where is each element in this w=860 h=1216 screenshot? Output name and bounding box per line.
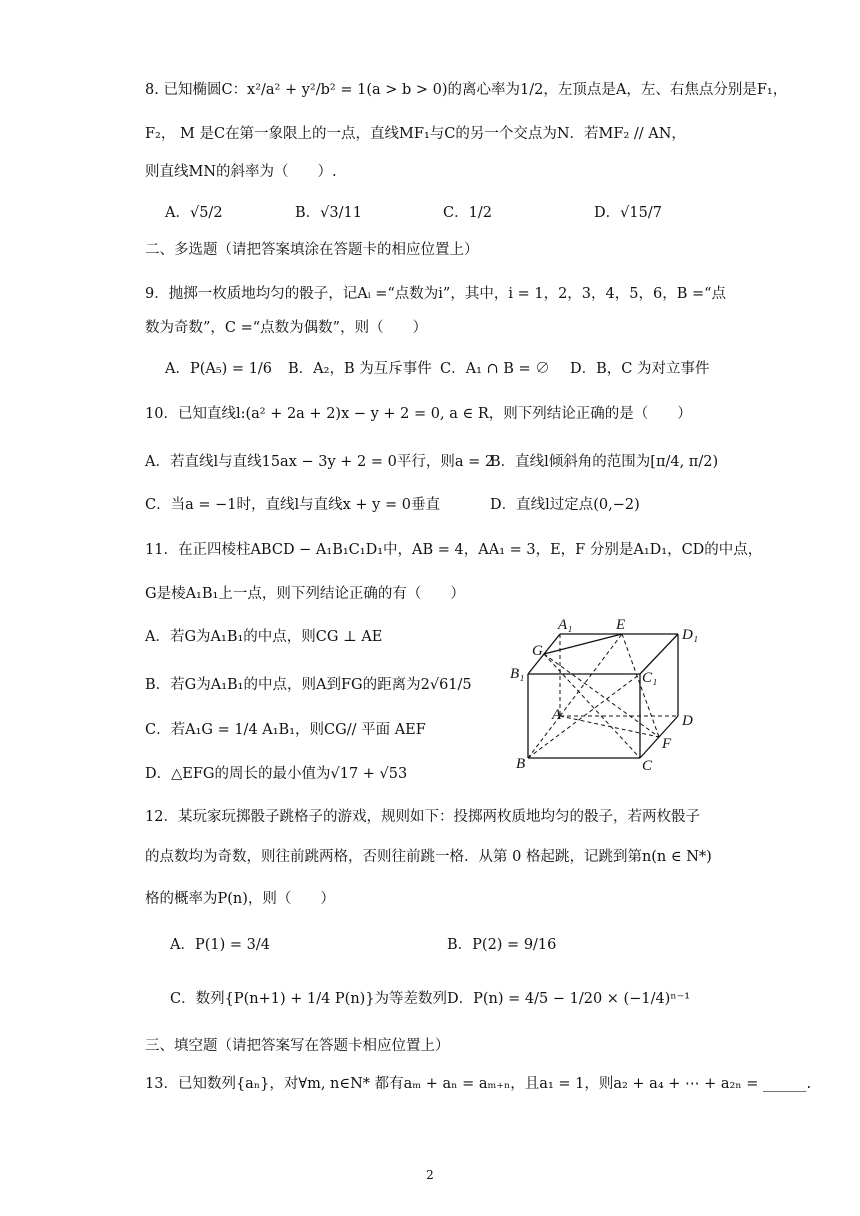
q10-line1: 10．已知直线l:(a² + 2a + 2)x − y + 2 = 0, a ∈ R，则下列结论正确的是（ ） [145,406,692,422]
q12-option-d: D．P(n) = 4/5 − 1/20 × (−1/4)ⁿ⁻¹ [447,991,691,1007]
label-D1: D₁ [682,627,699,643]
q12-line1: 12．某玩家玩掷骰子跳格子的游戏，规则如下：投掷两枚质地均匀的骰子，若两枚骰子 [145,809,700,825]
q11-option-d: D．△EFG的周长的最小值为√17 + √53 [145,766,408,782]
label-A: A [552,707,562,723]
label-G: G [532,643,543,659]
q10-option-d: D．直线l过定点(0,−2) [490,497,640,513]
q11-option-c: C．若A₁G = 1/4 A₁B₁，则CG// 平面 AEF [145,722,426,738]
q10-option-c: C．当a = −1时，直线l与直线x + y = 0垂直 [145,497,440,513]
q8-option-c: C．1/2 [443,205,492,221]
q9-line2: 数为奇数”，C =“点数为偶数”，则（ ） [145,320,428,336]
q8-line3: 则直线MN的斜率为（ ）. [145,164,337,180]
q10-option-b: B．直线l倾斜角的范围为[π/4, π/2) [490,454,719,470]
q12-line3: 格的概率为P(n)，则（ ） [145,891,335,907]
q12-option-a: A．P(1) = 3/4 [170,937,270,953]
q8-line1: 8. 已知椭圆C：x²/a² + y²/b² = 1(a > b > 0)的离心率为1/2，左顶点是A，左、右焦点分别是F₁， [145,82,788,98]
section-heading-multiple-choice: 二、多选题（请把答案填涂在答题卡的相应位置上） [145,242,479,258]
label-B1: B₁ [510,666,525,682]
label-B: B [516,756,526,772]
label-D: D [682,713,693,729]
page-number: 2 [426,1168,434,1182]
q11-line2: G是棱A₁B₁上一点，则下列结论正确的有（ ） [145,586,465,602]
label-E: E [616,617,626,633]
q11-line1: 11．在正四棱柱ABCD − A₁B₁C₁D₁中，AB = 4，AA₁ = 3，E，F 分别是A₁D₁，CD的中点， [145,542,763,558]
label-A1: A₁ [558,617,573,633]
label-C1: C₁ [642,670,658,686]
q11-option-a: A．若G为A₁B₁的中点，则CG ⊥ AE [145,629,383,645]
q13-line1: 13．已知数列{aₙ}，对∀m, n∈N* 都有aₘ + aₙ = aₘ₊ₙ，且a₁ = 1，则a₂ + a₄ + ⋯ + a₂ₙ = ______. [145,1076,812,1092]
q9-option-a: A．P(A₅) = 1/6 [165,361,273,377]
q12-line2: 的点数均为奇数，则往前跳两格，否则往前跳一格．从第 0 格起跳，记跳到第n(n ∈ N*) [145,849,712,865]
q8-option-d: D．√15/7 [594,205,662,221]
q8-option-b: B．√3/11 [295,205,362,221]
prism-figure [508,612,708,772]
q9-line1: 9．抛掷一枚质地均匀的骰子，记Aᵢ =“点数为i”，其中，i = 1，2，3，4，5，6，B =“点 [145,286,727,302]
q9-option-b: B．A₂，B 为互斥事件 [288,361,432,377]
label-C: C [642,758,653,772]
q8-line2: F₂， M 是C在第一象限上的一点，直线MF₁与C的另一个交点为N．若MF₂ // AN， [145,126,686,142]
q12-option-b: B．P(2) = 9/16 [447,937,557,953]
q11-option-b: B．若G为A₁B₁的中点，则A到FG的距离为2√61/5 [145,677,472,693]
q10-option-a: A．若直线l与直线15ax − 3y + 2 = 0平行，则a = 2 [145,454,495,470]
q9-option-d: D．B，C 为对立事件 [570,361,710,377]
label-F: F [662,736,672,752]
q9-option-c: C．A₁ ∩ B = ∅ [440,361,550,377]
section-heading-fill-in: 三、填空题（请把答案写在答题卡相应位置上） [145,1038,450,1054]
q8-option-a: A．√5/2 [165,205,223,221]
q12-option-c: C．数列{P(n+1) + 1/4 P(n)}为等差数列 [170,991,448,1007]
